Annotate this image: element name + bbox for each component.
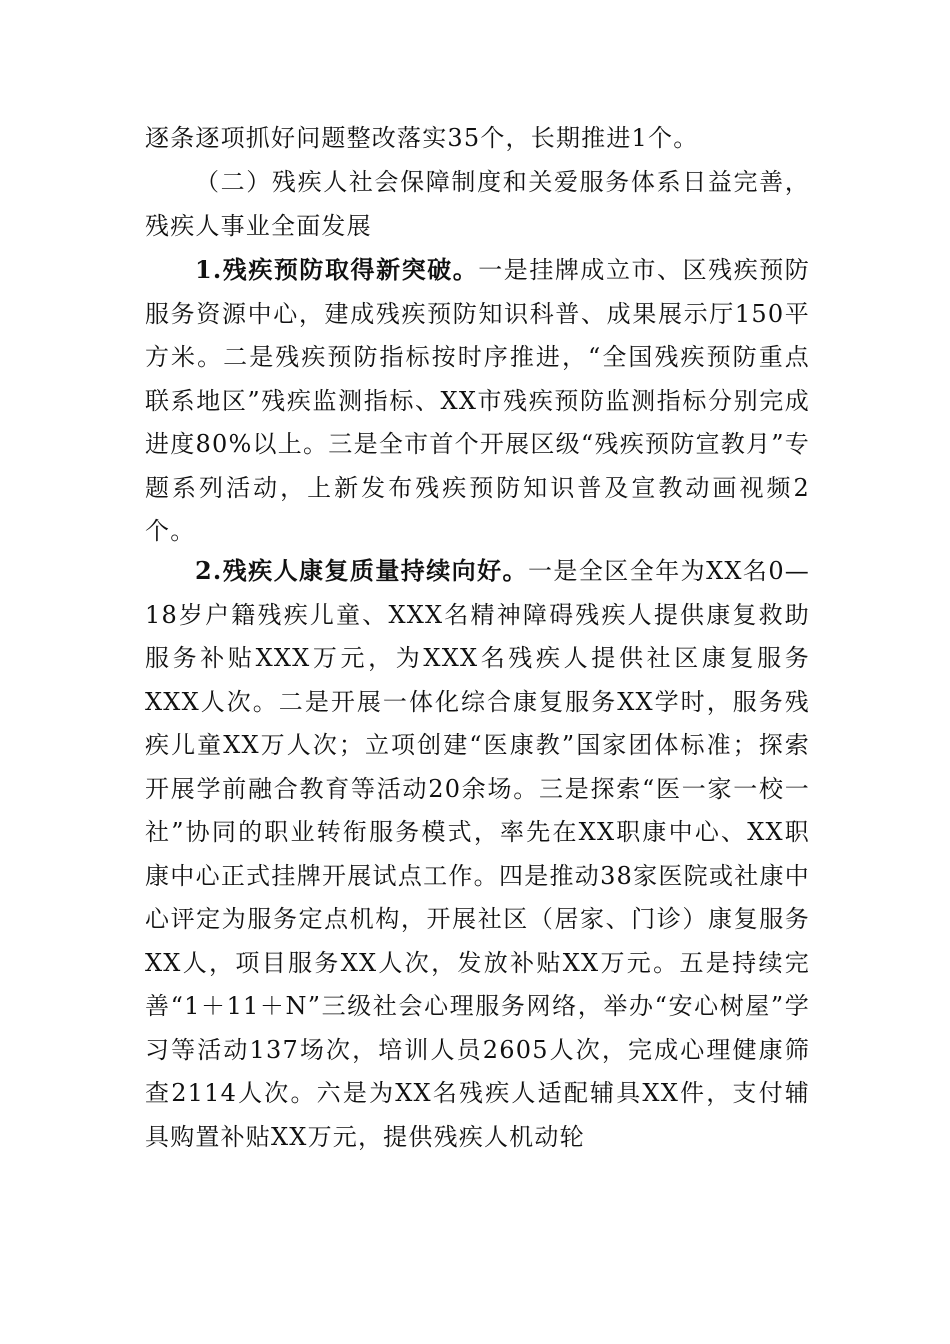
paragraph-rectification bbox=[145, 117, 810, 161]
section-heading-text: （二）残疾人社会保障制度和关爱服务体系日益完善，残疾人事业全面发展 bbox=[145, 168, 810, 240]
paragraph-rehabilitation bbox=[145, 549, 810, 1159]
paragraph-disability-prevention-body: 一是挂牌成立市、区残疾预防服务资源中心，建成残疾预防知识科普、成果展示厅150平方米。二是残疾预防指标按时序推进，“全国残疾预防重点联系地区”残疾监测指标、XX市残疾预防监测指标分别完成进度80%以上。三是全市首个开展区级“残疾预防宣教月”专题系列活动，上新发布残疾预防知识普及宣教动画视频2个。 bbox=[145, 256, 810, 545]
subheading-rehabilitation: 2.残疾人康复质量持续向好。 bbox=[195, 556, 528, 585]
paragraph-rehabilitation-body: 一是全区全年为XX名0—18岁户籍残疾儿童、XXX名精神障碍残疾人提供康复救助服务补贴XXX万元，为XXX名残疾人提供社区康复服务XXX人次。二是开展一体化综合康复服务XX学时，服务残疾儿童XX万人次；立项创建“医康教”国家团体标准；探索开展学前融合教育等活动20余场。三是探索“医一家一校一社”协同的职业转衔服务模式，率先在XX职康中心、XX职康中心正式挂牌开展试点工作。四是推动38家医院或社康中心评定为服务定点机构，开展社区（居家、门诊）康复服务XX人，项目服务XX人次，发放补贴XX万元。五是持续完善“1＋11＋N”三级社会心理服务网络，举办“安心树屋”学习等活动137场次，培训人员2605人次，完成心理健康筛查2114人次。六是为XX名残疾人适配辅具XX件，支付辅具购置补贴XX万元，提供残疾人机动轮 bbox=[145, 557, 810, 1151]
paragraph-disability-prevention bbox=[145, 248, 810, 554]
paragraph-rectification-text: 逐条逐项抓好问题整改落实35个，长期推进1个。 bbox=[145, 124, 699, 152]
subheading-disability-prevention: 1.残疾预防取得新突破。 bbox=[195, 255, 479, 284]
section-heading-social-security bbox=[145, 161, 810, 248]
